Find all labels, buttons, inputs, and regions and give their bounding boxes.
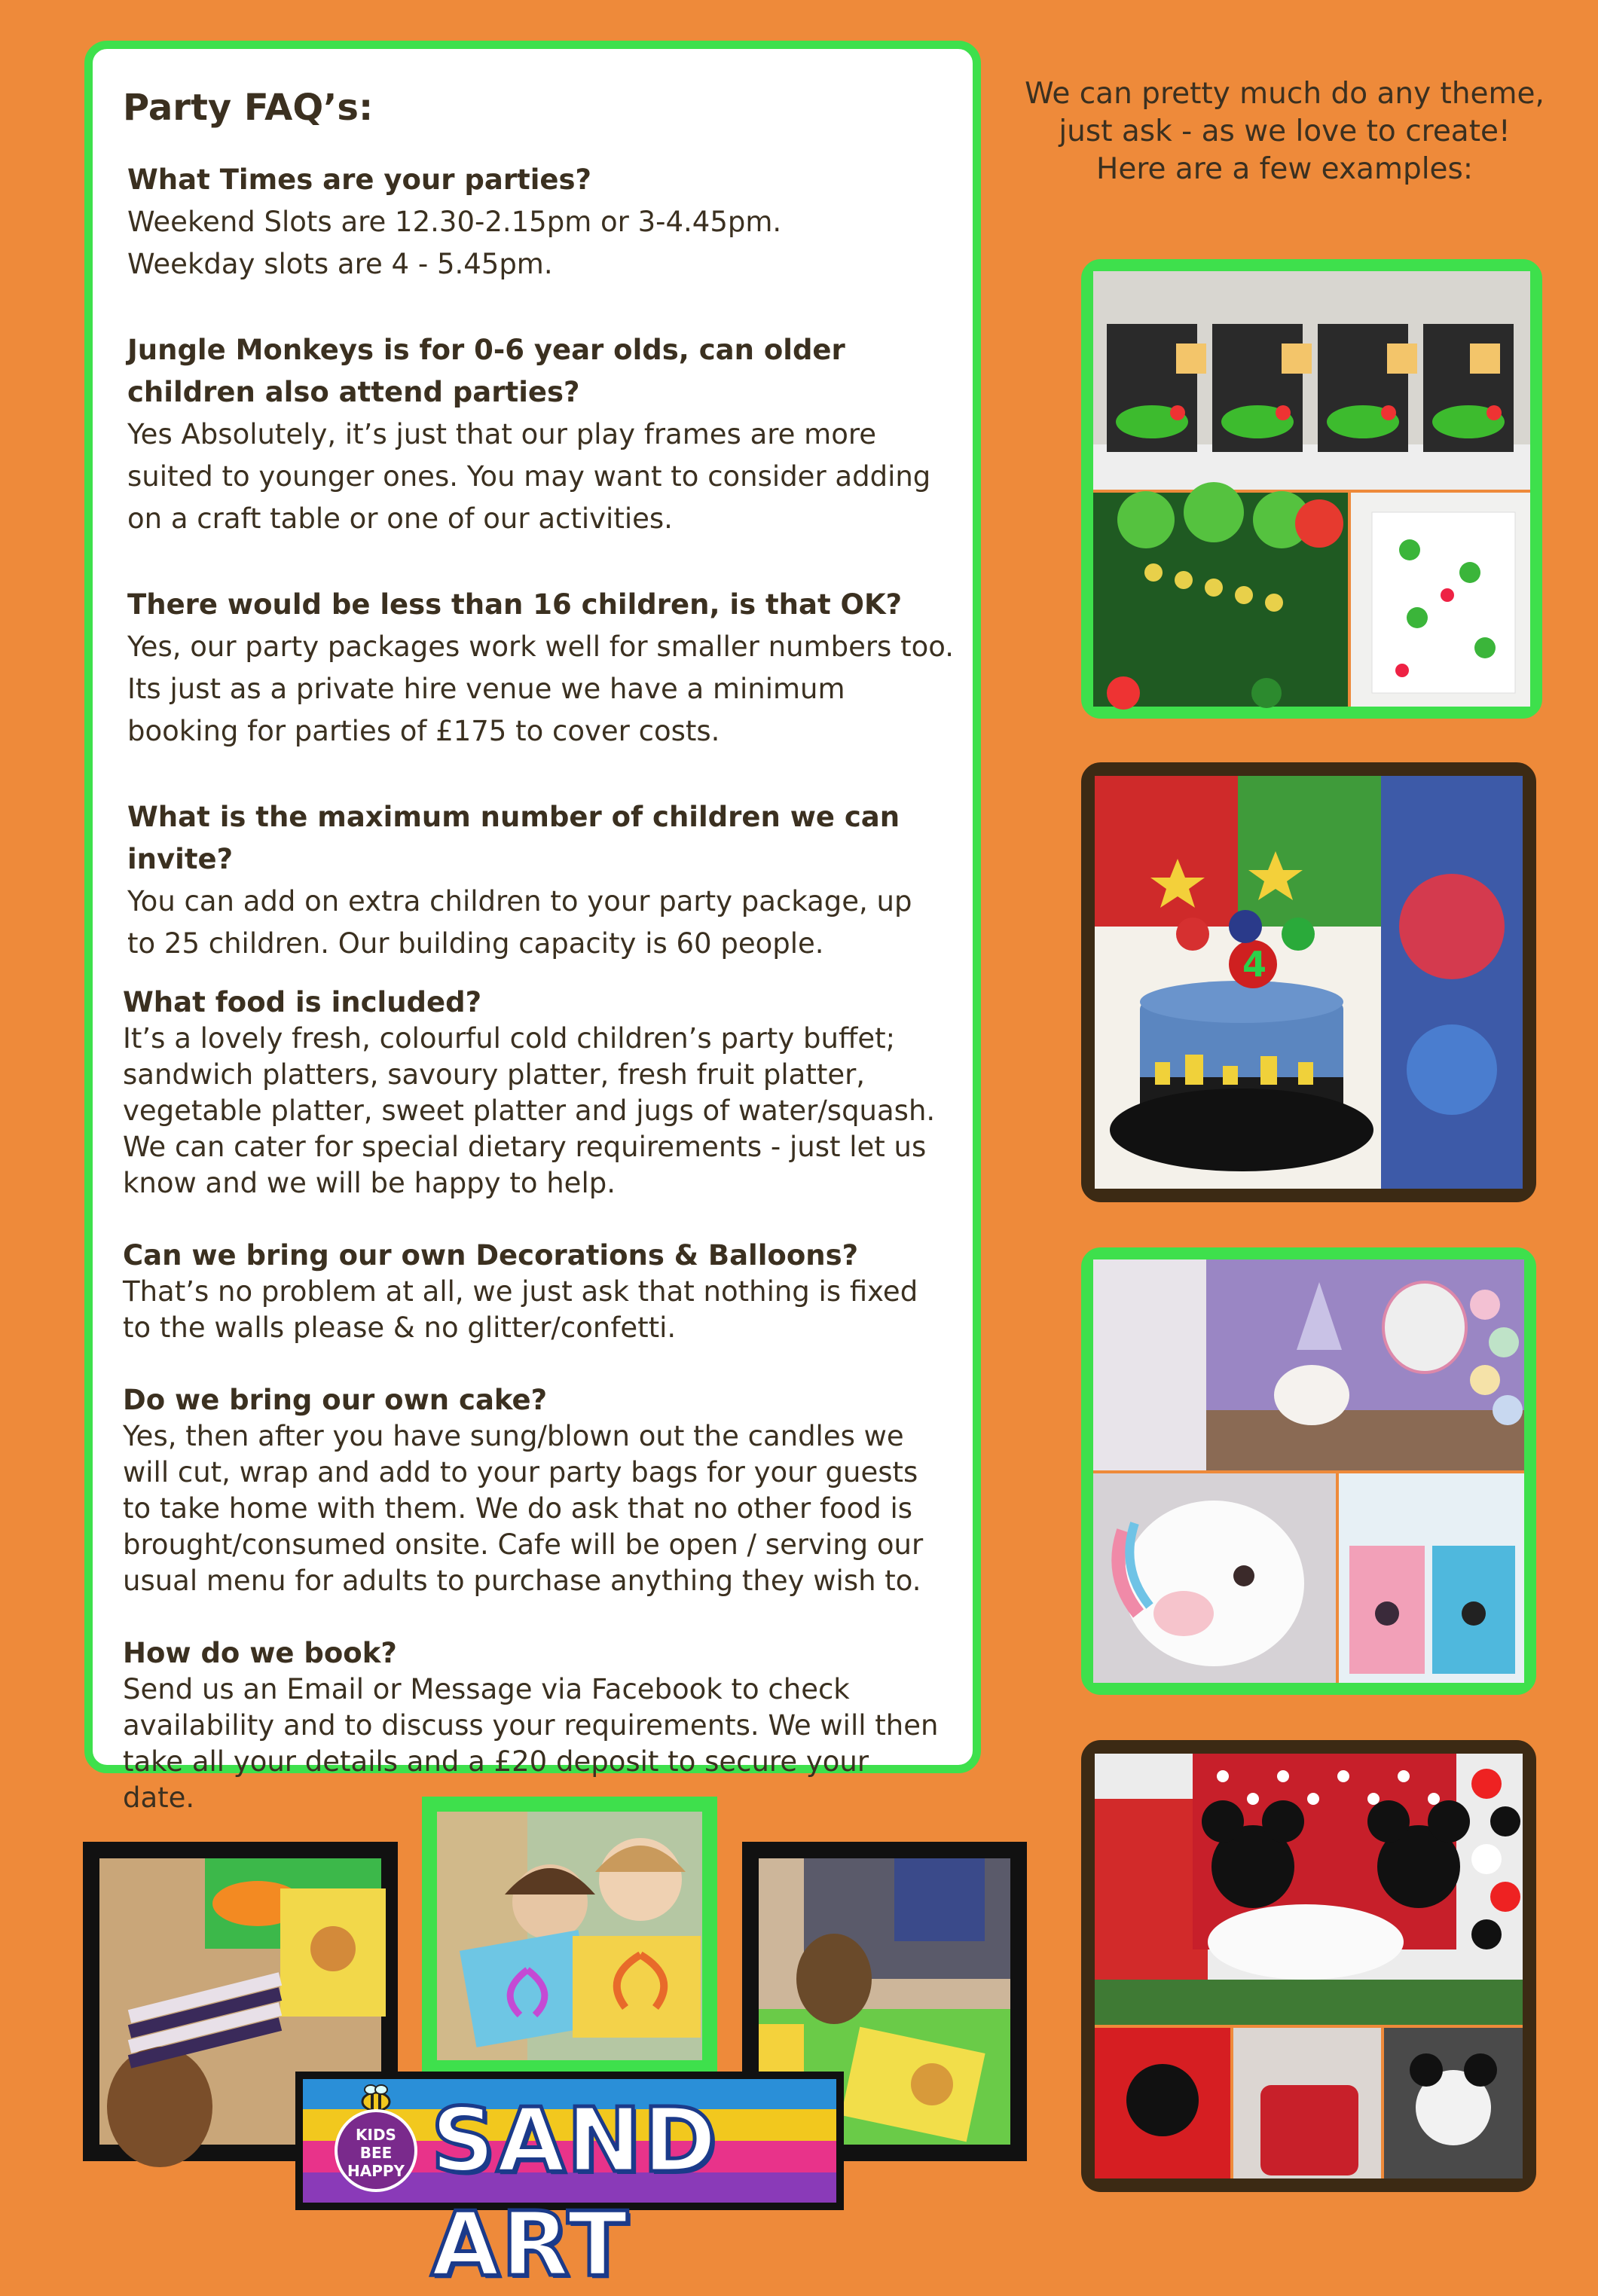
faq-question: How do we book? bbox=[123, 1637, 397, 1669]
caterpillar-party-photo bbox=[1081, 259, 1542, 719]
faq-answer: That’s no problem at all, we just ask that nothing is fixed to the walls please & no glitter/confetti. bbox=[123, 1275, 918, 1344]
faq-answer: It’s a lovely fresh, colourful cold children’s party buffet; sandwich platters, savoury platter, fresh fruit platter, vegetable platter, sweet platter and jugs of water/squash. We can cater for special dietary requirements - just let us know and we will be happy to help. bbox=[123, 1022, 936, 1199]
intro-line: Here are a few examples: bbox=[1096, 152, 1473, 186]
faq-item bbox=[123, 1382, 944, 1599]
faq-question: Do we bring our own cake? bbox=[123, 1384, 548, 1416]
faq-question: What is the maximum number of children we can invite? bbox=[127, 801, 900, 875]
faq-question: Can we bring our own Decorations & Balloons? bbox=[123, 1239, 859, 1272]
unicorn-collage bbox=[1093, 1259, 1524, 1683]
themes-intro bbox=[995, 75, 1575, 188]
faq-answer: Send us an Email or Message via Facebook to check availability and to discuss your requirements. We will then take all your details and a £20 deposit to secure your date. bbox=[123, 1673, 939, 1814]
faq-item bbox=[127, 584, 964, 753]
faq-item bbox=[127, 329, 956, 540]
faq-answer: Weekend Slots are 12.30-2.15pm or 3-4.45pm. bbox=[127, 206, 782, 238]
mickey-mouse-party-photo bbox=[1081, 1740, 1536, 2192]
children-butterfly-photo bbox=[422, 1797, 717, 2075]
faq-item bbox=[123, 1635, 944, 1816]
faq-question: What Times are your parties? bbox=[127, 163, 592, 196]
intro-line: just ask - as we love to create! bbox=[1059, 114, 1511, 148]
mickey-collage bbox=[1095, 1754, 1523, 2178]
superhero-party-photo bbox=[1081, 762, 1536, 1202]
badge-line: HAPPY bbox=[347, 2162, 405, 2180]
faq-item bbox=[127, 796, 941, 965]
caterpillar-collage bbox=[1093, 271, 1530, 707]
faq-answer: Weekday slots are 4 - 5.45pm. bbox=[127, 248, 553, 280]
svg-text:4: 4 bbox=[1242, 944, 1267, 985]
faq-answer: Yes, then after you have sung/blown out the candles we will cut, wrap and add to your party bags for your guests to take home with them. We do ask that no other food is brought/consumed onsite. Cafe will be open / serving our usual menu for adults to purchase anything they wish to. bbox=[123, 1420, 924, 1597]
faq-question: There would be less than 16 children, is that OK? bbox=[127, 588, 903, 621]
faq-answer: Yes, our party packages work well for smaller numbers too. Its just as a private hire venue we have a minimum booking for parties of £175 to cover costs. bbox=[127, 630, 954, 747]
children-butterfly-image bbox=[437, 1812, 702, 2060]
faq-item bbox=[127, 159, 950, 285]
sand-art-title: SAND ART bbox=[431, 2088, 719, 2296]
faq-item bbox=[123, 1238, 944, 1346]
badge-line: BEE bbox=[359, 2144, 393, 2162]
intro-line: We can pretty much do any theme, bbox=[1025, 77, 1545, 111]
faq-answer: You can add on extra children to your party package, up to 25 children. Our building capacity is 60 people. bbox=[127, 885, 912, 960]
faq-question: Jungle Monkeys is for 0-6 year olds, can older children also attend parties? bbox=[127, 334, 845, 408]
faq-item bbox=[123, 985, 944, 1201]
kids-bee-happy-badge bbox=[335, 2109, 417, 2192]
unicorn-party-photo bbox=[1081, 1247, 1536, 1695]
kids-bee-happy-sand-art-logo bbox=[295, 2072, 844, 2296]
faq-answer: Yes Absolutely, it’s just that our play frames are more suited to younger ones. You may want to consider adding on a craft table or one of our activities. bbox=[127, 418, 931, 535]
faq-title: Party FAQ’s: bbox=[123, 87, 374, 129]
superhero-collage bbox=[1095, 776, 1523, 1189]
faq-question: What food is included? bbox=[123, 986, 482, 1018]
badge-line: KIDS bbox=[356, 2126, 396, 2144]
faq-card bbox=[84, 41, 981, 1814]
